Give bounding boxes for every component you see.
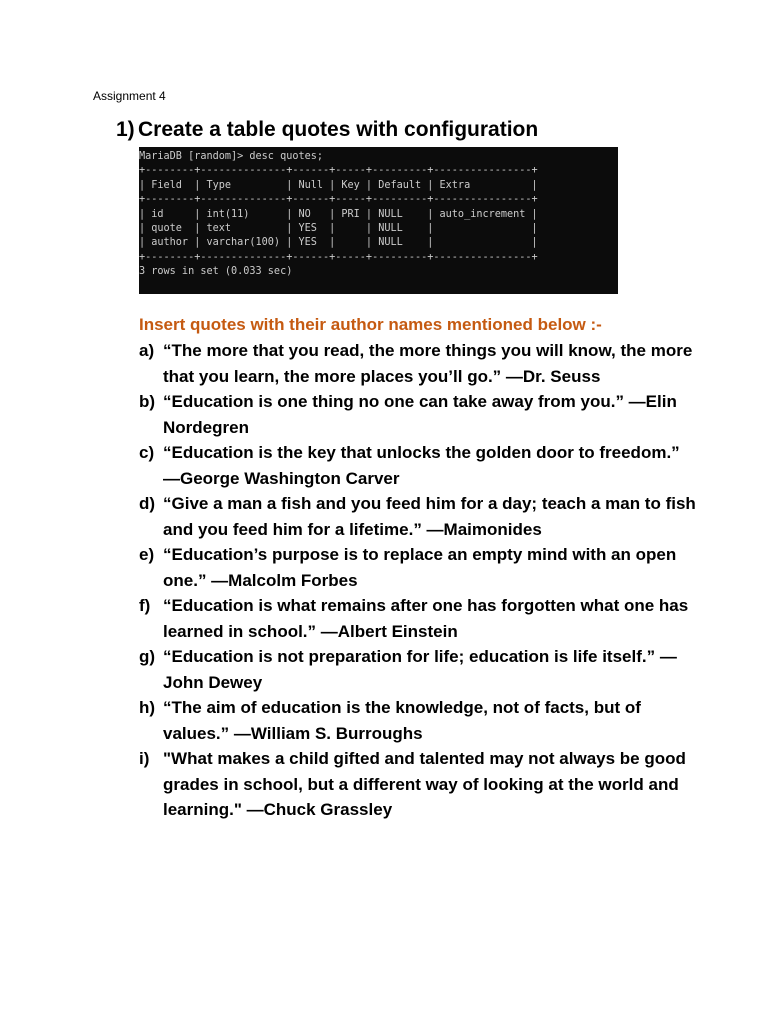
quote-item bbox=[139, 389, 699, 440]
terminal-line: | Field | Type | Null | Key | Default | Extra | bbox=[139, 179, 538, 191]
heading-text: Create a table quotes with configuration bbox=[138, 118, 539, 141]
quote-text: “Education is what remains after one has forgotten what one has learned in school.” —Albert Einstein bbox=[163, 596, 689, 641]
quote-marker: i) bbox=[139, 749, 150, 768]
section-heading bbox=[116, 116, 538, 144]
terminal-line: 3 rows in set (0.033 sec) bbox=[139, 266, 293, 278]
quote-text: “Education’s purpose is to replace an empty mind with an open one.” —Malcolm Forbes bbox=[163, 545, 677, 590]
terminal-line: | author | varchar(100) | YES | | NULL | | bbox=[139, 237, 538, 249]
quote-marker: c) bbox=[139, 443, 155, 462]
quote-marker: e) bbox=[139, 545, 155, 564]
quote-text: “Education is the key that unlocks the golden door to freedom.” —George Washington Carver bbox=[163, 443, 680, 488]
terminal-line: +--------+--------------+------+-----+---------+----------------+ bbox=[139, 194, 538, 206]
quote-marker: b) bbox=[139, 392, 156, 411]
quote-marker: f) bbox=[139, 596, 151, 615]
quote-item bbox=[139, 593, 699, 644]
quote-marker: h) bbox=[139, 698, 156, 717]
quote-item bbox=[139, 338, 699, 389]
terminal-line: MariaDB [random]> desc quotes; bbox=[139, 151, 324, 162]
terminal-screenshot bbox=[139, 147, 618, 294]
quote-text: "What makes a child gifted and talented may not always be good grades in school, but a different way of looking at the world and learning." —Chuck Grassley bbox=[163, 749, 686, 819]
quote-item bbox=[139, 695, 699, 746]
instruction-text: Insert quotes with their author names mentioned below :- bbox=[139, 315, 602, 334]
terminal-line: +--------+--------------+------+-----+---------+----------------+ bbox=[139, 165, 538, 177]
quote-item bbox=[139, 746, 699, 823]
quote-marker: a) bbox=[139, 341, 155, 360]
quote-text: “Education is not preparation for life; education is life itself.” —John Dewey bbox=[163, 647, 677, 692]
quote-text: “The aim of education is the knowledge, not of facts, but of values.” —William S. Burroughs bbox=[163, 698, 641, 743]
quote-marker: g) bbox=[139, 647, 156, 666]
quote-item bbox=[139, 542, 699, 593]
quote-text: “Education is one thing no one can take away from you.” —Elin Nordegren bbox=[163, 392, 677, 437]
terminal-line: +--------+--------------+------+-----+---------+----------------+ bbox=[139, 251, 538, 263]
terminal-output bbox=[139, 150, 618, 280]
quote-marker: d) bbox=[139, 494, 156, 513]
heading-number: 1) bbox=[116, 118, 135, 141]
quote-item bbox=[139, 644, 699, 695]
terminal-line: | quote | text | YES | | NULL | | bbox=[139, 223, 538, 235]
quote-item bbox=[139, 440, 699, 491]
document-header-label: Assignment 4 bbox=[93, 89, 166, 103]
quote-item bbox=[139, 491, 699, 542]
quote-text: “The more that you read, the more things you will know, the more that you learn, the more places you’ll go.” —Dr. Seuss bbox=[163, 341, 693, 386]
quote-list bbox=[139, 338, 699, 823]
terminal-line: | id | int(11) | NO | PRI | NULL | auto_increment | bbox=[139, 208, 538, 220]
quote-text: “Give a man a fish and you feed him for a day; teach a man to fish and you feed him for a lifetime.” —Maimonides bbox=[163, 494, 696, 539]
